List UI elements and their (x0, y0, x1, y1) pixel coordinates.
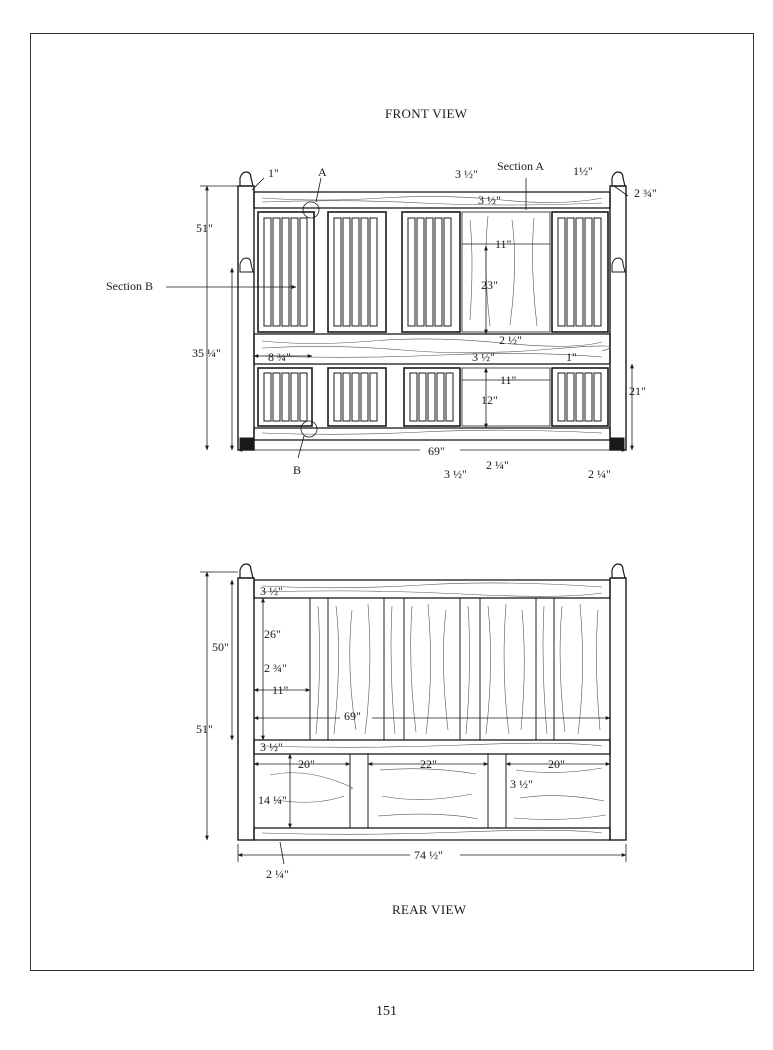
front-dim-bottom-rail: 3 ½" (444, 467, 467, 481)
front-label-a: A (318, 165, 327, 179)
front-label-section-a: Section A (497, 159, 544, 173)
front-dim-mid-rail-gap: 2 ½" (499, 333, 522, 347)
front-left-arm-carving (240, 258, 253, 272)
rear-dim-stile-2q: 2 ¾" (264, 661, 287, 675)
front-label-b: B (293, 463, 302, 477)
front-dim-top-mid: 3 ½" (455, 167, 478, 181)
rear-dim-height-51: 51" (196, 722, 213, 736)
rear-top-rail (254, 580, 610, 598)
front-mid-rail (254, 334, 610, 364)
rear-dim-lower-3half: 3 ½" (510, 777, 533, 791)
rear-dim-top-rail: 3 ½" (260, 584, 283, 598)
rear-dim-height-50: 50" (212, 640, 229, 654)
rear-dimension-labels (196, 584, 565, 881)
page-number: 151 (376, 1004, 397, 1019)
front-right-foot (611, 438, 624, 450)
front-right-finial (612, 172, 625, 186)
front-dim-height-51: 51" (196, 221, 213, 235)
rear-view-drawing (200, 564, 626, 864)
rear-dim-lower-22: 22" (420, 757, 437, 771)
front-left-post (238, 186, 254, 450)
rear-left-finial (240, 564, 253, 578)
front-dim-top-right: 1½" (573, 164, 593, 178)
front-label-section-b: Section B (106, 279, 153, 293)
rear-dim-overall-745: 74 ½" (414, 848, 443, 862)
front-dim-panel-height-upper: 23" (481, 278, 498, 292)
front-dim-right-edge: 2 ¾" (634, 186, 657, 200)
rear-dim-mid-rail: 3 ½" (260, 740, 283, 754)
front-dim-left-stile: 8 ¾" (268, 350, 291, 364)
rear-left-post (238, 578, 254, 840)
front-right-arm-carving (612, 258, 625, 272)
front-view-drawing (166, 172, 632, 458)
front-view-title: FRONT VIEW (385, 106, 468, 121)
front-dim-overall-69: 69" (428, 444, 445, 458)
front-left-finial (240, 172, 253, 186)
front-dim-right-21: 21" (629, 384, 646, 398)
front-dim-top-left: 1" (268, 166, 279, 180)
rear-right-post (610, 578, 626, 840)
front-dim-mid-rail: 3 ½" (472, 350, 495, 364)
front-dim-panel-width-upper: 11" (495, 237, 512, 251)
rear-dim-leg-2q: 2 ¼" (266, 867, 289, 881)
rear-dim-panel-26: 26" (264, 627, 281, 641)
front-lower-slats (264, 373, 601, 421)
front-left-foot (240, 438, 253, 450)
rear-upper-boards (254, 598, 610, 740)
rear-dim-lower-20-left: 20" (298, 757, 315, 771)
rear-dim-inner-69: 69" (344, 709, 361, 723)
rear-right-finial (612, 564, 625, 578)
front-dim-mid-gap: 1" (566, 350, 577, 364)
rear-dim-panel-11: 11" (272, 683, 289, 697)
front-dim-panel-height-lower: 12" (481, 393, 498, 407)
rear-dim-lower-14q: 14 ¼" (258, 793, 287, 807)
front-dim-bottom-right: 2 ¼" (588, 467, 611, 481)
front-dim-bottom-2q: 2 ¼" (486, 458, 509, 472)
front-right-post (610, 186, 626, 450)
front-dim-panel-width-lower: 11" (500, 373, 517, 387)
front-dim-seat-height: 35 ¼" (192, 346, 221, 360)
rear-dim-lower-20-right: 20" (548, 757, 565, 771)
front-dim-rail-top: 3 ½" (478, 193, 501, 207)
rear-view-title: REAR VIEW (392, 902, 467, 917)
